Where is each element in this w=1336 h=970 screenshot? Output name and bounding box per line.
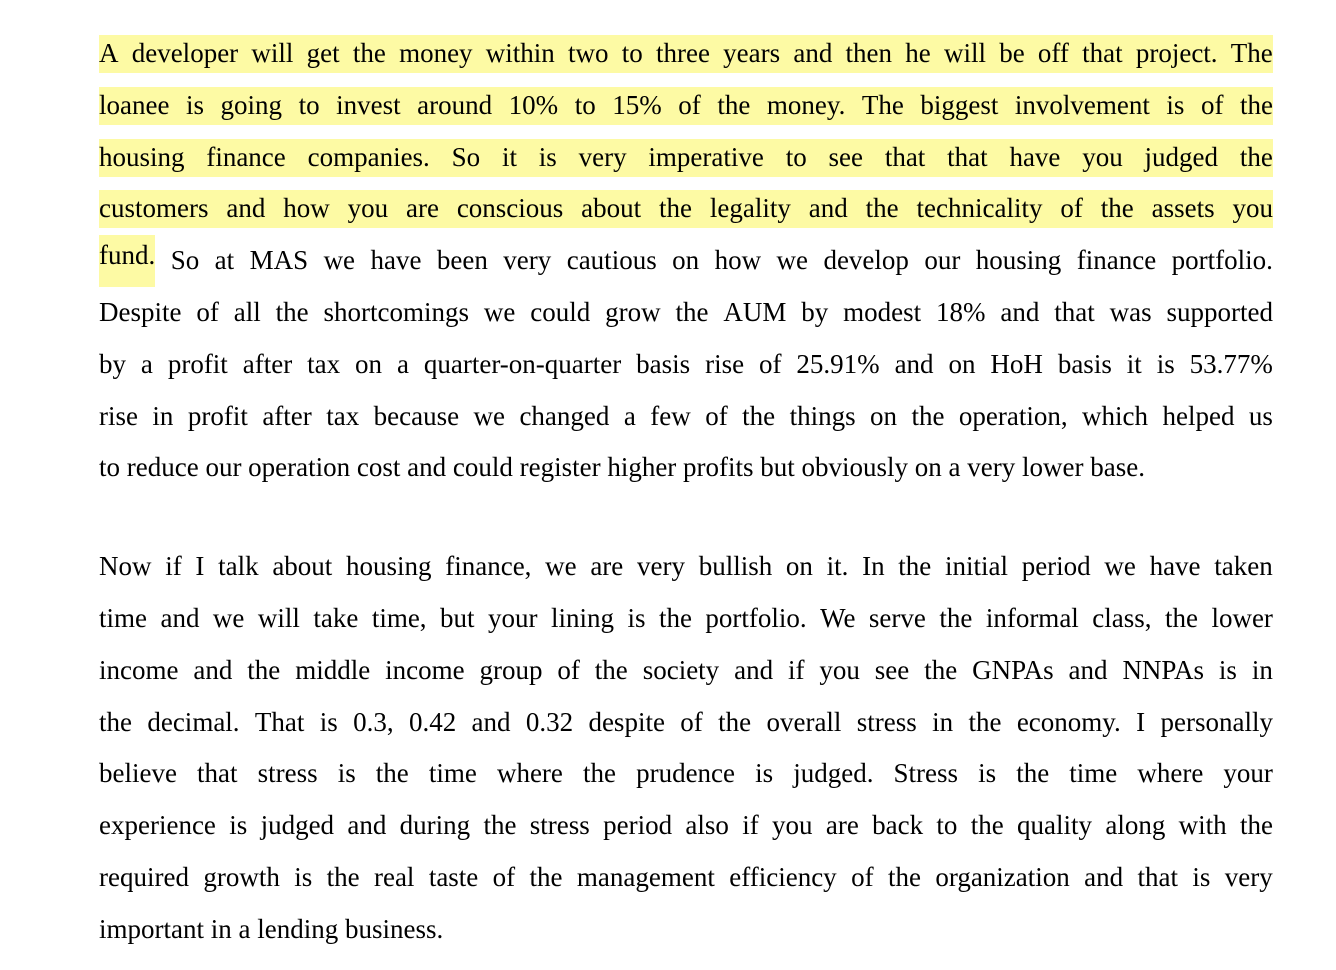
word: about <box>581 193 642 224</box>
word: So <box>451 141 481 172</box>
word: and <box>1068 654 1108 685</box>
word: experience <box>99 810 216 841</box>
word: also <box>685 810 729 841</box>
word: quality <box>1017 810 1093 841</box>
word: and <box>894 348 934 379</box>
word: basis <box>636 348 691 379</box>
word: is <box>1166 89 1185 120</box>
word: The <box>861 89 904 120</box>
word: In <box>862 551 885 582</box>
word: of <box>557 654 580 685</box>
word: and <box>734 654 774 685</box>
word: within <box>485 38 555 68</box>
word: the <box>1100 193 1134 224</box>
word: on <box>870 400 898 431</box>
word: required <box>99 861 189 892</box>
word: get <box>306 38 340 68</box>
word: companies. <box>307 141 430 172</box>
word: you <box>347 193 389 224</box>
word: taken <box>1214 551 1273 582</box>
word: tax <box>307 348 341 379</box>
word: and <box>160 602 200 633</box>
text-line <box>99 80 1273 132</box>
word: HoH <box>990 348 1043 379</box>
word: and <box>808 193 848 224</box>
word: developer <box>131 38 239 68</box>
word: take <box>313 602 359 633</box>
word: very <box>503 245 552 276</box>
word: have <box>1009 141 1061 172</box>
word: serve <box>868 602 926 633</box>
text-line <box>99 852 1273 904</box>
word: NNPAs <box>1122 654 1204 685</box>
word: the <box>887 861 921 892</box>
word: the <box>717 89 751 120</box>
word: we <box>1104 551 1136 582</box>
text-line-last: to reduce our operation cost and could register higher profits but obviously on a very lower base. <box>99 452 1145 483</box>
word: the <box>352 38 386 68</box>
word: the <box>1016 758 1050 789</box>
word: are <box>405 193 439 224</box>
word: how <box>714 245 762 276</box>
word: finance, <box>445 551 532 582</box>
text-line <box>99 287 1273 339</box>
word: have <box>370 245 422 276</box>
word: the <box>1240 810 1273 841</box>
word: time <box>1069 758 1118 789</box>
word: in <box>152 400 174 431</box>
word: believe <box>99 758 177 789</box>
word: We <box>820 602 856 633</box>
word: imperative <box>648 141 764 172</box>
word: finance <box>206 141 286 172</box>
word: cautious <box>566 245 657 276</box>
word: management <box>576 861 715 892</box>
word: very <box>1224 861 1273 892</box>
word: back <box>872 810 924 841</box>
document-body <box>99 28 1273 956</box>
word: technicality <box>916 193 1043 224</box>
word: the <box>898 551 932 582</box>
word: real <box>373 861 415 892</box>
word: we <box>323 245 356 276</box>
word: I <box>195 551 205 582</box>
word: we <box>483 296 516 327</box>
word: we <box>473 400 506 431</box>
word: be <box>999 38 1025 68</box>
word: where <box>496 758 563 789</box>
word: stress <box>856 706 917 737</box>
word: with <box>1178 810 1227 841</box>
word: supported <box>1166 296 1273 327</box>
word: the <box>968 706 1002 737</box>
text-line <box>99 28 1273 80</box>
word: That <box>254 706 305 737</box>
word: assets <box>1151 193 1215 224</box>
word: we <box>776 245 808 276</box>
word: the <box>865 193 899 224</box>
word: a <box>396 348 409 379</box>
word: housing <box>975 245 1062 276</box>
word: the <box>594 654 628 685</box>
word: economy. <box>1016 706 1121 737</box>
word: A <box>99 38 119 68</box>
word: growth <box>203 861 280 892</box>
word: and <box>226 193 266 224</box>
word: time, <box>371 602 427 633</box>
text-line <box>99 132 1273 184</box>
word: rise <box>705 348 745 379</box>
text-line <box>99 748 1273 800</box>
word: is <box>1156 348 1175 379</box>
word: the <box>970 810 1004 841</box>
word: see <box>828 141 863 172</box>
word: judged <box>1144 141 1219 172</box>
word: the <box>718 706 752 737</box>
word: the <box>939 602 973 633</box>
word: Despite <box>99 296 182 327</box>
word: the <box>911 400 945 431</box>
word: by <box>801 296 829 327</box>
word: 53.77% <box>1189 348 1273 379</box>
word: the <box>675 296 709 327</box>
word: in <box>1251 654 1273 685</box>
word: you <box>772 810 813 841</box>
word: been <box>436 245 488 276</box>
word: the <box>742 400 776 431</box>
word: group <box>479 654 543 685</box>
word: to <box>574 89 596 120</box>
word: about <box>272 551 333 582</box>
word: and <box>471 706 511 737</box>
word: and <box>1000 296 1040 327</box>
word: we <box>212 602 245 633</box>
text-line <box>99 541 1273 593</box>
word: finance <box>1076 245 1157 276</box>
word: of <box>705 400 728 431</box>
word: us <box>1248 400 1273 431</box>
word: efficiency <box>729 861 837 892</box>
word: is <box>229 810 248 841</box>
word: loanee <box>99 89 170 120</box>
word: 10% <box>508 89 559 120</box>
word: are <box>825 810 859 841</box>
word: grow <box>605 296 661 327</box>
word: where <box>1137 758 1204 789</box>
word: lining <box>550 602 614 633</box>
word: and <box>347 810 387 841</box>
word: but <box>440 602 475 633</box>
word: it <box>501 141 517 172</box>
word: invest <box>336 89 401 120</box>
word: of <box>678 89 701 120</box>
word: basis <box>1057 348 1112 379</box>
word: I <box>1136 706 1146 737</box>
word: organization <box>935 861 1070 892</box>
word: the <box>275 296 309 327</box>
word: your <box>1223 758 1273 789</box>
word: judged <box>260 810 335 841</box>
word: shortcomings <box>323 296 469 327</box>
word: is <box>627 602 646 633</box>
word: during <box>399 810 471 841</box>
word: on <box>785 551 813 582</box>
word: that <box>1137 861 1179 892</box>
word: off <box>1037 38 1069 68</box>
word: is <box>185 89 204 120</box>
word: you <box>819 654 860 685</box>
word: is <box>337 758 356 789</box>
word: on <box>948 348 976 379</box>
word: all <box>233 296 261 327</box>
word: three <box>655 38 710 68</box>
word: is <box>319 706 338 737</box>
word: at <box>214 245 235 276</box>
word: money <box>399 38 473 68</box>
word: the <box>247 654 281 685</box>
word: decimal. <box>147 706 240 737</box>
word: see <box>874 654 910 685</box>
word: the <box>326 861 360 892</box>
word: of <box>1200 89 1224 120</box>
word: along <box>1105 810 1166 841</box>
text-line <box>99 339 1273 391</box>
word: that <box>884 141 926 172</box>
text-line <box>99 800 1273 852</box>
word: 18% <box>935 296 986 327</box>
word: that <box>1082 38 1123 68</box>
word: operation, <box>958 400 1068 431</box>
word: after <box>262 400 312 431</box>
word: of <box>851 861 874 892</box>
word: talk <box>218 551 259 582</box>
word: our <box>924 245 961 276</box>
word: you <box>1232 193 1273 224</box>
word: modest <box>843 296 922 327</box>
text-line <box>99 183 1273 235</box>
word: you <box>1082 141 1123 172</box>
word: of <box>680 706 703 737</box>
paragraph-1 <box>99 28 1273 494</box>
word: profit <box>167 348 228 379</box>
word: and <box>793 38 833 68</box>
word: on <box>355 348 383 379</box>
word: years <box>723 38 781 68</box>
word: middle <box>295 654 371 685</box>
word: conscious <box>456 193 564 224</box>
word: Now <box>99 551 152 582</box>
word: So <box>170 245 200 276</box>
word: it <box>1126 348 1142 379</box>
word: few <box>650 400 691 431</box>
word: if <box>165 551 182 582</box>
word: profit <box>187 400 248 431</box>
word: society <box>642 654 720 685</box>
word: that <box>197 758 238 789</box>
word: 15% <box>612 89 662 120</box>
word: is <box>1192 861 1211 892</box>
word: helped <box>1162 400 1235 431</box>
word: legality <box>709 193 791 224</box>
word: portfolio. <box>1171 245 1273 276</box>
word: bullish <box>698 551 773 582</box>
word: involvement <box>1014 89 1150 120</box>
word: of <box>196 296 219 327</box>
word: because <box>373 400 460 431</box>
word: the <box>529 861 563 892</box>
word: the <box>659 193 693 224</box>
word: in <box>932 706 954 737</box>
word: stress <box>257 758 318 789</box>
word: and <box>1084 861 1124 892</box>
word: which <box>1082 400 1149 431</box>
word: project. <box>1135 38 1218 68</box>
word: if <box>787 654 805 685</box>
text-line <box>99 697 1273 749</box>
word: will <box>943 38 986 68</box>
word: time <box>99 602 147 633</box>
word: of <box>1060 193 1083 224</box>
word: GNPAs <box>972 654 1054 685</box>
word: is <box>294 861 313 892</box>
word: to <box>298 89 320 120</box>
word: two <box>568 38 609 68</box>
word: the <box>658 602 692 633</box>
word: after <box>242 348 293 379</box>
word: 25.91% <box>796 348 880 379</box>
word: overall <box>766 706 842 737</box>
word: despite <box>588 706 665 737</box>
word: initial <box>944 551 1008 582</box>
word: have <box>1149 551 1201 582</box>
word: 0.3, <box>353 706 394 737</box>
word: a <box>623 400 636 431</box>
word: informal <box>985 602 1079 633</box>
word: tax <box>326 400 360 431</box>
word: time <box>428 758 477 789</box>
word: to <box>936 810 958 841</box>
word: changed <box>519 400 610 431</box>
word: is <box>755 758 774 789</box>
paragraph-2 <box>99 541 1273 955</box>
text-line <box>99 593 1273 645</box>
word: is <box>538 141 557 172</box>
word: that <box>1054 296 1095 327</box>
word: things <box>789 400 856 431</box>
word: the <box>1164 602 1198 633</box>
word: The <box>1230 38 1273 68</box>
word: money. <box>766 89 846 120</box>
word: 0.32 <box>525 706 574 737</box>
highlighted-word: fund. <box>99 235 155 287</box>
word: and <box>193 654 233 685</box>
word: will <box>257 602 300 633</box>
word: class, <box>1092 602 1152 633</box>
word: how <box>283 193 330 224</box>
word: on <box>672 245 700 276</box>
word: to <box>621 38 643 68</box>
word: of <box>758 348 782 379</box>
word: is <box>1218 654 1237 685</box>
word: income <box>99 654 179 685</box>
word: around <box>417 89 493 120</box>
word: was <box>1109 296 1152 327</box>
word: biggest <box>920 89 999 120</box>
word: MAS <box>249 245 309 276</box>
word: taste <box>428 861 479 892</box>
word: develop <box>823 245 909 276</box>
word: 0.42 <box>408 706 457 737</box>
word: period <box>603 810 673 841</box>
word: AUM <box>723 296 787 327</box>
word: judged. <box>793 758 874 789</box>
word: Stress <box>893 758 959 789</box>
word: the <box>1239 141 1273 172</box>
word: the <box>1240 89 1273 120</box>
word: will <box>251 38 294 68</box>
word: we <box>545 551 577 582</box>
word: then <box>845 38 893 68</box>
word: is <box>978 758 997 789</box>
word: stress <box>529 810 590 841</box>
word: a <box>140 348 153 379</box>
word: prudence <box>636 758 736 789</box>
word: quarter-on-quarter <box>423 348 622 379</box>
word: of <box>492 861 516 892</box>
text-line-partial-highlight <box>99 235 1273 287</box>
text-line <box>99 391 1273 443</box>
word: the <box>483 810 517 841</box>
word: portfolio. <box>705 602 807 633</box>
word: the <box>375 758 409 789</box>
word: housing <box>346 551 432 582</box>
word: that <box>947 141 988 172</box>
word: very <box>637 551 685 582</box>
word: customers <box>99 193 209 224</box>
word: period <box>1021 551 1091 582</box>
word: could <box>530 296 591 327</box>
text-line <box>99 645 1273 697</box>
word: the <box>99 706 132 737</box>
word: going <box>220 89 283 120</box>
word: your <box>488 602 538 633</box>
word: to <box>785 141 807 172</box>
word: rise <box>99 400 138 431</box>
word: he <box>905 38 931 68</box>
word: housing <box>99 141 185 172</box>
word: are <box>590 551 624 582</box>
word: the <box>583 758 616 789</box>
word: the <box>924 654 958 685</box>
word: it. <box>826 551 849 582</box>
word: very <box>578 141 627 172</box>
word: lower <box>1211 602 1273 633</box>
word: if <box>742 810 759 841</box>
text-line-last: important in a lending business. <box>99 913 444 944</box>
word: income <box>385 654 465 685</box>
word: personally <box>1160 706 1273 737</box>
word: by <box>99 348 126 379</box>
